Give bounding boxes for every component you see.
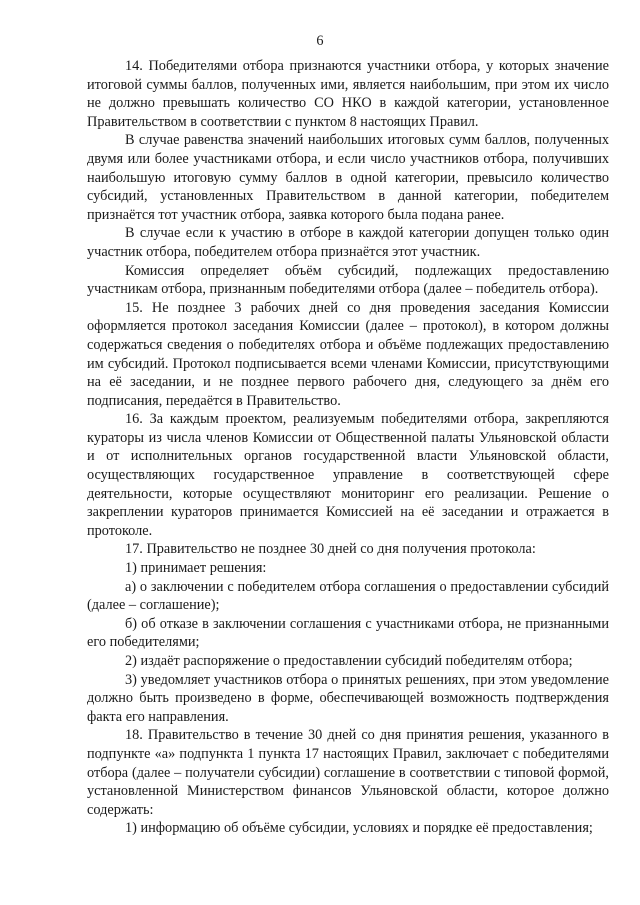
paragraph-equal-scores: В случае равенства значений наибольших итоговых сумм баллов, полученных двумя или более участниками отбора, и если число участников отбора, получивших наибольшую итоговую сумму баллов в одной категории, превысило количество субсидий, установленных Правительством в данной категории, победителем признаётся тот участник отбора, заявка которого была подана ранее. xyxy=(87,132,609,223)
paragraph-14: 14. Победителями отбора признаются участники отбора, у которых значение итоговой суммы баллов, полученных ими, является наибольшим, при этом их число не должно превышать количество СО НКО в каждой категории, установленное Правительством в соответствии с пунктом 8 настоящих Правил. xyxy=(87,58,609,130)
paragraph-17: 17. Правительство не позднее 30 дней со дня получения протокола: xyxy=(125,541,536,558)
paragraph-16: 16. За каждым проектом, реализуемым победителями отбора, закрепляются кураторы из числа членов Комиссии от Общественной палаты Ульяновской области и от исполнительных органов государственной власти Ульяновской области, осуществляющих государственное управление в соответствующей сфере деятельности, которые осуществляют мониторинг его реализации. Решение о закреплении кураторов принимается Комиссией на её заседании и отражается в протоколе. xyxy=(87,411,609,539)
paragraph-15: 15. Не позднее 3 рабочих дней со дня проведения заседания Комиссии оформляется протокол заседания Комиссии (далее – протокол), в котором должны содержаться сведения о победителях отбора и объёме подлежащих предоставлению им субсидий. Протокол подписывается всеми членами Комиссии, присутствующими на её заседании, и не позднее первого рабочего дня, следующего за днём его подписания, передаётся в Правительство. xyxy=(87,299,609,409)
paragraph-17-1-b: б) об отказе в заключении соглашения с участниками отбора, не признанными его победителями; xyxy=(87,615,609,651)
paragraph-17-2: 2) издаёт распоряжение о предоставлении субсидий победителям отбора; xyxy=(125,653,573,669)
paragraph-18: 18. Правительство в течение 30 дней со дня принятия решения, указанного в подпункте «а» подпункта 1 пункта 17 настоящих Правил, заключает с победителями отбора (далее – получатели субсидии) соглашение в соответствии с типовой формой, установленной Министерством финансов Ульяновской области, которое должно содержать: xyxy=(87,727,609,818)
paragraph-17-1: 1) принимает решения: xyxy=(125,560,267,577)
page-number: 6 xyxy=(316,33,324,49)
paragraph-single-participant: В случае если к участию в отборе в каждой категории допущен только один участник отбора, победителем отбора признаётся этот участник. xyxy=(87,225,609,260)
paragraph-17-3: 3) уведомляет участников отбора о принятых решениях, при этом уведомление должно быть произведено в форме, обеспечивающей возможность подтверждения факта его направления. xyxy=(87,671,609,725)
paragraph-commission-volume: Комиссия определяет объём субсидий, подлежащих предоставлению участникам отбора, признанным победителями отбора (далее – победитель отбора). xyxy=(87,262,609,298)
document-body xyxy=(87,57,609,838)
paragraph-17-1-a: а) о заключении с победителем отбора соглашения о предоставлении субсидий (далее – соглашение); xyxy=(87,578,609,614)
paragraph-18-1: 1) информацию об объёме субсидии, условиях и порядке её предоставления; xyxy=(125,820,593,837)
